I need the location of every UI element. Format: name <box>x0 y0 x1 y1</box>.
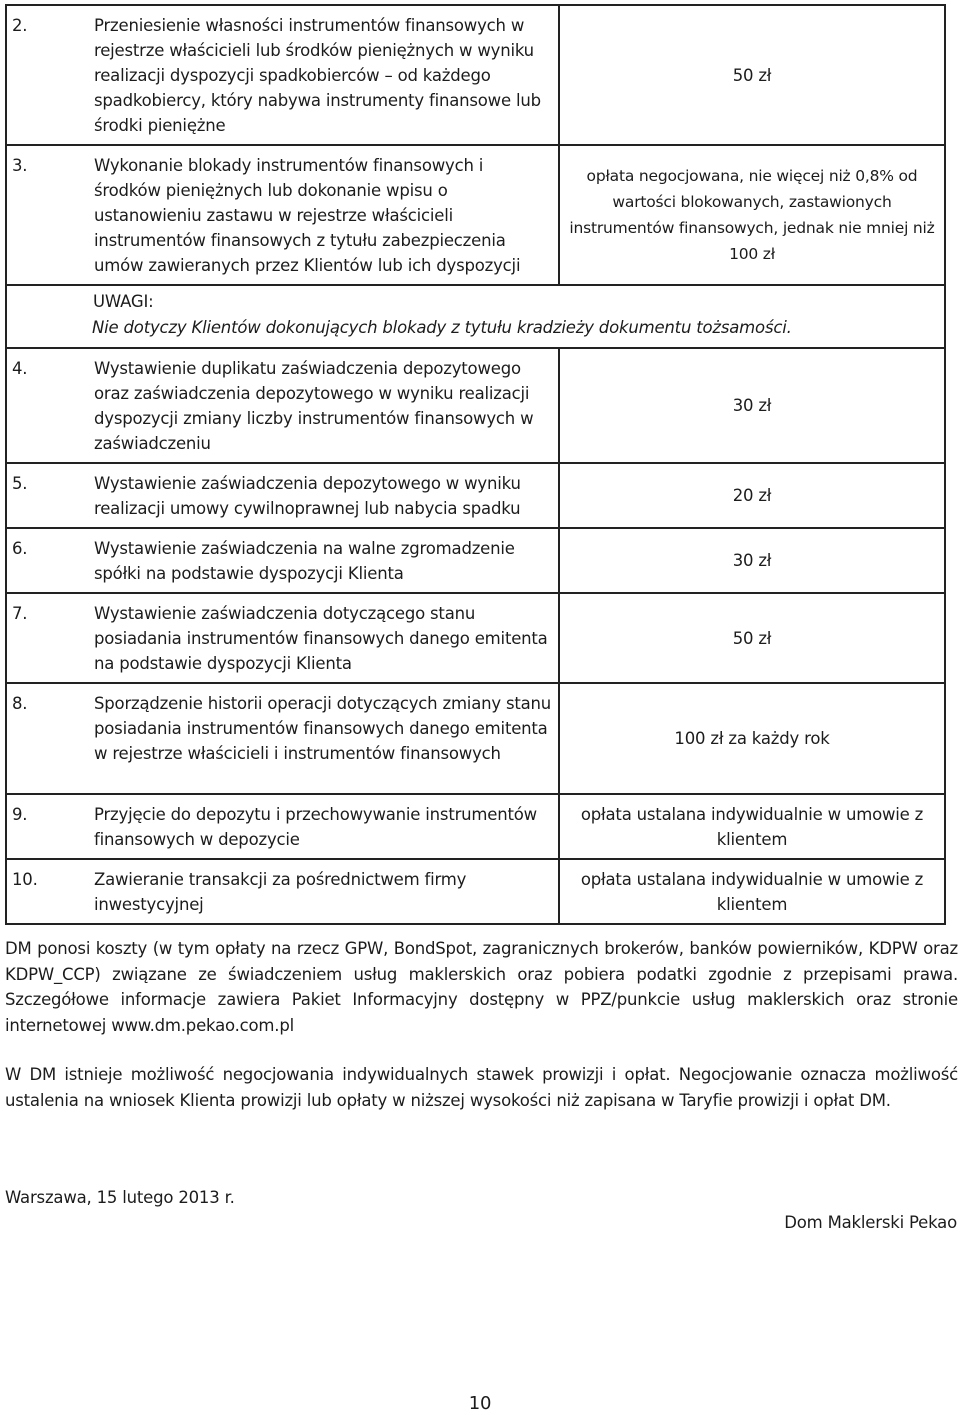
note-cell <box>6 285 945 348</box>
row-description: Wystawienie zaświadczenia depozytowego w wyniku realizacji umowy cywilnoprawnej lub nabycia spadku <box>94 463 559 528</box>
row-fee: 20 zł <box>559 463 945 528</box>
row-description: Przeniesienie własności instrumentów finansowych w rejestrze właścicieli lub środków pieniężnych w wyniku realizacji dyspozycji spadkobierców – od każdego spadkobiercy, który nabywa instrumenty finansowe lub środki pieniężne <box>94 5 559 145</box>
row-number: 3. <box>6 145 94 285</box>
table-row <box>6 348 945 463</box>
table-row <box>6 683 945 794</box>
negotiation-paragraph: W DM istnieje możliwość negocjowania indywidualnych stawek prowizji i opłat. Negocjowanie oznacza możliwość ustalenia na wniosek Klienta prowizji lub opłaty w niższej wysokości niż zapisana w Taryfie prowizji i opłat DM. <box>5 1065 958 1110</box>
table-row <box>6 5 945 145</box>
table-row <box>6 145 945 285</box>
table-row <box>6 794 945 859</box>
note-label: UWAGI: <box>93 292 154 311</box>
signature: Dom Maklerski Pekao <box>784 1213 957 1232</box>
note-row <box>6 285 945 348</box>
row-number: 6. <box>6 528 94 593</box>
note-text: Nie dotyczy Klientów dokonujących blokady z tytułu kradzieży dokumentu tożsamości. <box>92 318 792 337</box>
row-fee: 50 zł <box>559 593 945 683</box>
row-fee: 100 zł za każdy rok <box>559 683 945 794</box>
row-fee: 30 zł <box>559 528 945 593</box>
row-number: 7. <box>6 593 94 683</box>
row-description: Wystawienie zaświadczenia na walne zgromadzenie spółki na podstawie dyspozycji Klienta <box>94 528 559 593</box>
table-row <box>6 528 945 593</box>
row-number: 10. <box>6 859 94 924</box>
row-number: 2. <box>6 5 94 145</box>
row-number: 9. <box>6 794 94 859</box>
row-fee: 30 zł <box>559 348 945 463</box>
row-fee: opłata negocjowana, nie więcej niż 0,8% od wartości blokowanych, zastawionych instrumentów finansowych, jednak nie mniej niż 100 zł <box>559 145 945 285</box>
row-number: 4. <box>6 348 94 463</box>
row-description: Zawieranie transakcji za pośrednictwem firmy inwestycyjnej <box>94 859 559 924</box>
costs-paragraph: DM ponosi koszty (w tym opłaty na rzecz GPW, BondSpot, zagranicznych brokerów, banków powierników, KDPW oraz KDPW_CCP) związane ze świadczeniem usług maklerskich oraz pobiera podatki zgodnie z przepisami prawa. Szczegółowe informacje zawiera Pakiet Informacyjny dostępny w PPZ/punkcie usług maklerskich oraz stronie internetowej www.dm.pekao.com.pl <box>5 939 958 1035</box>
table-row <box>6 593 945 683</box>
row-description: Wystawienie duplikatu zaświadczenia depozytowego oraz zaświadczenia depozytowego w wyniku realizacji dyspozycji zmiany liczby instrumentów finansowych w zaświadczeniu <box>94 348 559 463</box>
fees-table <box>5 4 946 925</box>
row-number: 5. <box>6 463 94 528</box>
place-and-date: Warszawa, 15 lutego 2013 r. <box>5 1188 235 1207</box>
row-description: Sporządzenie historii operacji dotyczących zmiany stanu posiadania instrumentów finansowych danego emitenta w rejestrze właścicieli i instrumentów finansowych <box>94 683 559 794</box>
table-row <box>6 859 945 924</box>
row-number: 8. <box>6 683 94 794</box>
row-fee: opłata ustalana indywidualnie w umowie z klientem <box>559 794 945 859</box>
row-description: Wykonanie blokady instrumentów finansowych i środków pieniężnych lub dokonanie wpisu o ustanowieniu zastawu w rejestrze właścicieli instrumentów finansowych z tytułu zabezpieczenia umów zawieranych przez Klientów lub ich dyspozycji <box>94 145 559 285</box>
page-number: 10 <box>468 1393 492 1414</box>
row-description: Przyjęcie do depozytu i przechowywanie instrumentów finansowych w depozycie <box>94 794 559 859</box>
table-row <box>6 463 945 528</box>
row-description: Wystawienie zaświadczenia dotyczącego stanu posiadania instrumentów finansowych danego emitenta na podstawie dyspozycji Klienta <box>94 593 559 683</box>
row-fee: 50 zł <box>559 5 945 145</box>
row-fee: opłata ustalana indywidualnie w umowie z klientem <box>559 859 945 924</box>
